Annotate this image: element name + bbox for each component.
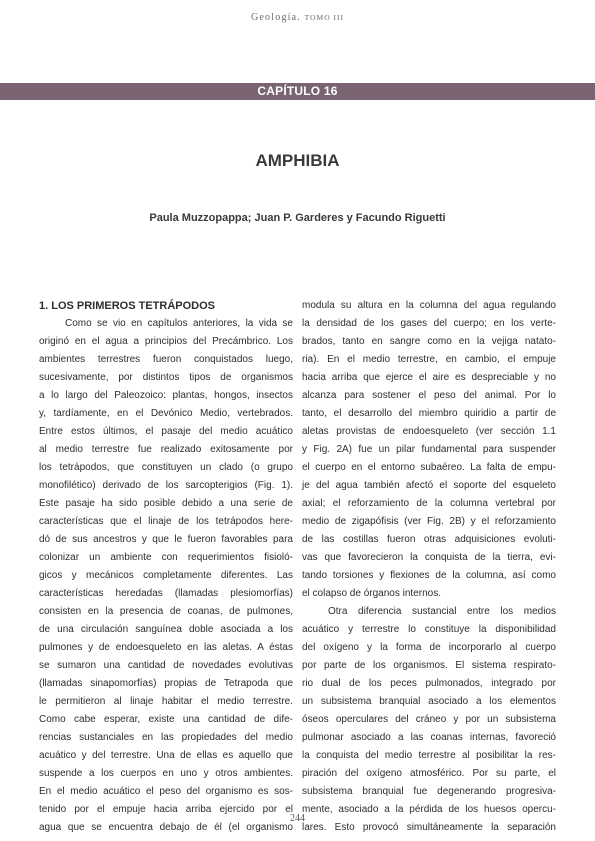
book-title: Geología.: [251, 12, 301, 23]
text-line: acuático y terrestre lo constituye la disponibilidad: [302, 624, 556, 635]
text-line: medio de zigapófisis (ver Fig. 2B) y el reforzamiento: [302, 516, 556, 527]
text-line: lares. Esto provocó simultáneamente la separación: [302, 822, 556, 833]
text-line: acuático y del terrestre. Una de ellas es aquello que: [39, 750, 293, 761]
paragraph: [302, 603, 556, 837]
left-text-column: [39, 297, 293, 837]
chapter-label-band: [0, 83, 595, 100]
text-line: mente, asociado a la pérdida de los huesos opercu-: [302, 804, 556, 815]
text-line: al medio terrestre fue realizado exitosamente por: [39, 444, 293, 455]
text-line: agua que se encuentra debajo de él (el organismo: [39, 822, 293, 833]
text-line: tanto, el desarrollo del miembro quiridio a partir de: [302, 408, 556, 419]
text-line: pulmones y de endoesqueleto en las aletas. A éstas: [39, 642, 293, 653]
text-line: consisten en la presencia de coanas, de pulmones,: [39, 606, 293, 617]
text-line: aletas provistas de endoesqueleto (ver sección 1.1: [302, 426, 556, 437]
text-line: hacia arriba que ejerce el aire es despreciable y no: [302, 372, 556, 383]
text-line: Como cabe esperar, existe una cantidad de dife-: [39, 714, 293, 725]
text-line: gicos y mecánicos completamente diferentes. Las: [39, 570, 293, 581]
text-line: del oxígeno y la forma de incorporarlo al cuerpo: [302, 642, 556, 653]
text-line: tando torsiones y flexiones de la columna, así como: [302, 570, 556, 581]
text-line: y, tardíamente, en el Devónico Medio, vertebrados.: [39, 408, 293, 419]
running-header: [0, 12, 595, 23]
text-line: ambientes terrestres fueron conquistados luego,: [39, 354, 293, 365]
text-line: pulmonar asociado a las coanas internas, favoreció: [302, 732, 556, 743]
text-line: tenido por el empuje hacia arriba ejercido por el: [39, 804, 293, 815]
text-line: Como se vio en capítulos anteriores, la vida se: [65, 318, 293, 329]
text-line: je del agua también afectó el soporte del esqueleto: [302, 480, 556, 491]
text-line: modula su altura en la columna del agua regulando: [302, 300, 556, 311]
text-line: vas que favorecieron la conquista de la tierra, evi-: [302, 552, 556, 563]
text-line: rencias sustanciales en las propiedades del medio: [39, 732, 293, 743]
text-line: el cuerpo en el entorno subaéreo. La falta de empu-: [302, 462, 556, 473]
volume-label: TOMO III: [304, 13, 344, 22]
text-line: piración del oxígeno atmosférico. Por su parte, el: [302, 768, 556, 779]
text-line: por parte de los organismos. El sistema respirato-: [302, 660, 556, 671]
text-line: y Fig. 2A) fue un pilar fundamental para suspender: [302, 444, 556, 455]
text-line: le permitieron al linaje habitar el medio terrestre.: [39, 696, 293, 707]
text-line: los tetrápodos, que constituyen un clado (o grupo: [39, 462, 293, 473]
text-line: originó en el agua a principios del Precámbrico. Los: [39, 336, 293, 347]
text-line: un subsistema branquial asociado a los elementos: [302, 696, 556, 707]
text-line: subsistema branquial fue degenerando progresiva-: [302, 786, 556, 797]
text-line: sucesivamente, por distintos tipos de organismos: [39, 372, 293, 383]
text-line: monofilético) derivado de los sarcopterigios (Fig. 1).: [39, 480, 293, 491]
text-line: axial; el reforzamiento de la columna vertebral por: [302, 498, 556, 509]
text-line: alcanza para sostener el peso del animal. Por lo: [302, 390, 556, 401]
text-line: la densidad de los gases del cuerpo; en los verte-: [302, 318, 556, 329]
text-line: En el medio acuático el peso del organismo es sos-: [39, 786, 293, 797]
text-line: dó de sus ancestros y que le fueron favorables para: [39, 534, 293, 545]
text-line: Otra diferencia sustancial entre los medios: [328, 606, 556, 617]
text-line: el colapso de órganos internos.: [302, 588, 441, 599]
text-line: características heredadas (llamadas plesiomorfías): [39, 588, 293, 599]
text-line: rio dual de los peces pulmonados, integrado por: [302, 678, 556, 689]
text-line: Entre estos últimos, el pasaje del medio acuático: [39, 426, 293, 437]
text-line: Este pasaje ha sido posible debido a una serie de: [39, 498, 293, 509]
chapter-title: AMPHIBIA: [255, 151, 340, 170]
text-line: características que el linaje de los tetrápodos here-: [39, 516, 293, 527]
chapter-authors: Paula Muzzopappa; Juan P. Garderes y Facundo Riguetti: [149, 212, 446, 224]
section-heading: 1. LOS PRIMEROS TETRÁPODOS: [39, 300, 216, 312]
paragraph: [302, 297, 556, 603]
right-text-column: [302, 297, 556, 837]
text-line: brados, tanto en sangre como en la vejiga natato-: [302, 336, 556, 347]
text-line: la conquista del medio terrestre al posibilitar la res-: [302, 750, 556, 761]
page-number: 244: [290, 813, 305, 824]
text-line: de una circulación sanguínea doble asociada a los: [39, 624, 293, 635]
text-line: (llamadas sinapomorfías) propias de Tetrapoda que: [39, 678, 293, 689]
text-line: ria). En el medio terrestre, en cambio, el empuje: [302, 354, 556, 365]
text-line: colonizar un ambiente con requerimientos fisioló-: [39, 552, 293, 563]
text-line: suspende a los cuerpos en uno y otros ambientes.: [39, 768, 293, 779]
text-line: se sumaron una cantidad de novedades evolutivas: [39, 660, 293, 671]
text-line: óseos operculares del cráneo y por un subsistema: [302, 714, 556, 725]
text-line: a lo largo del Paleozoico: plantas, hongos, insectos: [39, 390, 293, 401]
paragraph: [39, 315, 293, 837]
chapter-label: CAPÍTULO 16: [257, 84, 338, 98]
text-line: de las costillas fueron otras adquisiciones evoluti-: [302, 534, 556, 545]
